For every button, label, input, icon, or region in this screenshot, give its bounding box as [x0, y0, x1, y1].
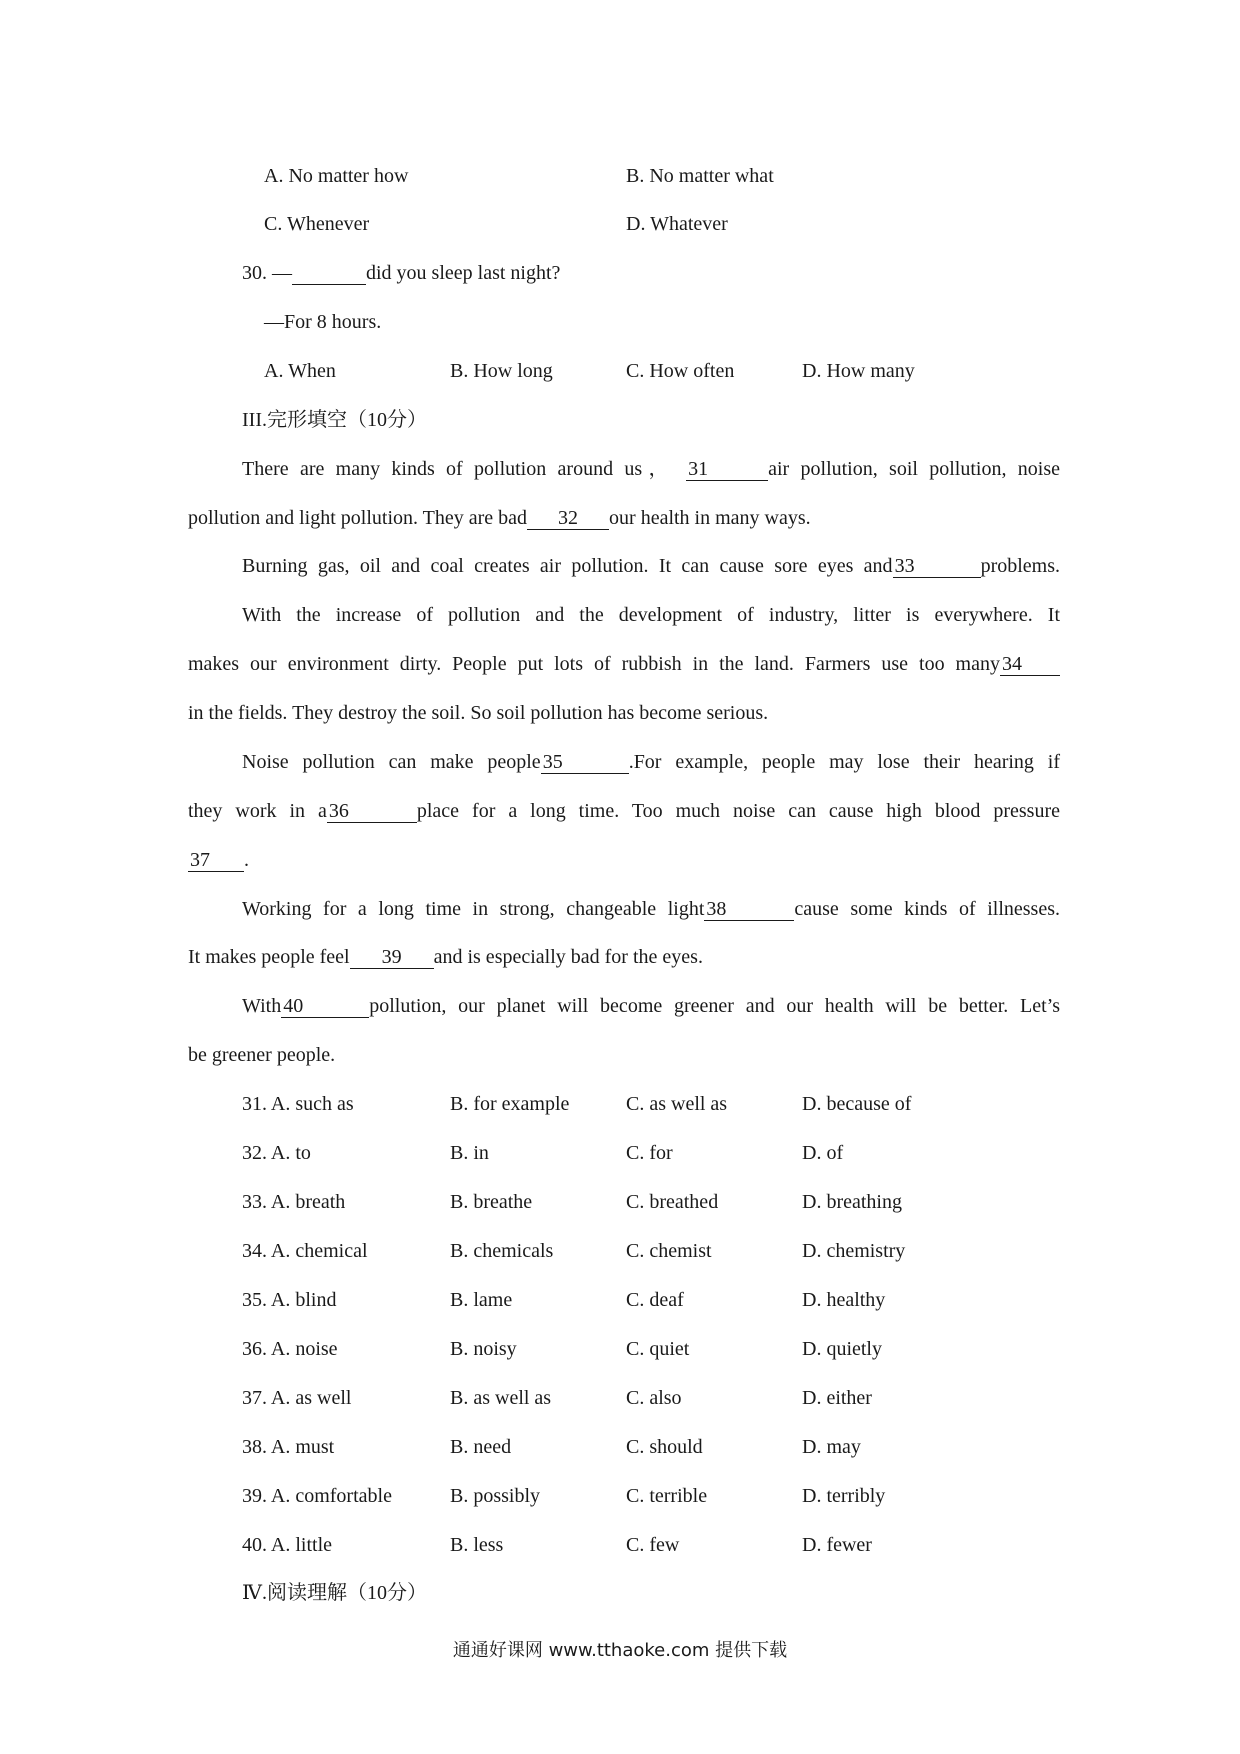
- passage-text: place for a long time. Too much noise can cause high blood pressure: [416, 800, 1060, 822]
- choice-option: B. chemicals: [450, 1240, 554, 1262]
- choice-option: D. breathing: [802, 1191, 902, 1213]
- passage-line: [188, 947, 703, 969]
- passage-text: Burning gas, oil and coal creates air pollution. It can cause sore eyes and: [242, 555, 893, 577]
- choice-option: 36. A. noise: [242, 1338, 338, 1360]
- passage-text: makes our environment dirty. People put lots of rubbish in the land. Farmers use too many: [188, 653, 1000, 675]
- passage-text: problems.: [980, 555, 1060, 577]
- passage-text: There are many kinds of pollution around us，: [242, 458, 675, 480]
- passage-line: [188, 850, 249, 872]
- passage-text: they work in a: [188, 800, 327, 822]
- q30-blank: [292, 263, 366, 285]
- choice-option: C. chemist: [626, 1240, 712, 1262]
- q29-option-d: D. Whatever: [626, 213, 728, 235]
- passage-line: [242, 752, 1060, 774]
- passage-line: [188, 508, 811, 530]
- q30-option-d: D. How many: [802, 360, 915, 382]
- passage-text: With: [242, 995, 282, 1017]
- passage-text: and is especially bad for the eyes.: [433, 946, 703, 968]
- choice-option: B. as well as: [450, 1387, 552, 1409]
- passage-text: .: [244, 849, 249, 871]
- choice-option: B. for example: [450, 1093, 570, 1115]
- blank-37: 37: [188, 850, 244, 872]
- choice-option: C. for: [626, 1142, 673, 1164]
- q30-option-b: B. How long: [450, 360, 553, 382]
- choice-option: 31. A. such as: [242, 1093, 354, 1115]
- passage-text: Noise pollution can make people: [242, 751, 541, 773]
- choice-option: C. should: [626, 1436, 703, 1458]
- choice-option: D. fewer: [802, 1534, 872, 1556]
- blank-39: 39: [350, 947, 434, 969]
- choice-option: D. either: [802, 1387, 872, 1409]
- choice-option: C. breathed: [626, 1191, 719, 1213]
- choice-option: D. healthy: [802, 1289, 886, 1311]
- choice-option: C. as well as: [626, 1093, 728, 1115]
- choice-option: C. quiet: [626, 1338, 690, 1360]
- choice-option: D. because of: [802, 1093, 912, 1115]
- choice-option: 38. A. must: [242, 1436, 335, 1458]
- passage-text: our health in many ways.: [609, 507, 811, 529]
- passage-text: pollution and light pollution. They are bad: [188, 507, 528, 529]
- q30-option-c: C. How often: [626, 360, 735, 382]
- choice-option: 32. A. to: [242, 1142, 311, 1164]
- choice-option: B. possibly: [450, 1485, 541, 1507]
- choice-option: C. deaf: [626, 1289, 684, 1311]
- choice-option: B. in: [450, 1142, 489, 1164]
- choice-option: C. few: [626, 1534, 680, 1556]
- blank-31: 31: [686, 459, 768, 481]
- choice-option: B. breathe: [450, 1191, 533, 1213]
- passage-line: [242, 556, 1060, 578]
- section-4-title: Ⅳ.阅读理解（10分）: [242, 1582, 427, 1604]
- passage-text: It makes people feel: [188, 946, 350, 968]
- blank-34: 34: [1000, 654, 1060, 676]
- blank-32: 32: [527, 508, 609, 530]
- choice-option: C. also: [626, 1387, 682, 1409]
- choice-option: D. of: [802, 1142, 844, 1164]
- q30-option-a: A. When: [264, 360, 336, 382]
- choice-option: 33. A. breath: [242, 1191, 346, 1213]
- q30-answer: —For 8 hours.: [264, 311, 382, 333]
- blank-33: 33: [893, 556, 981, 578]
- q29-option-a: A. No matter how: [264, 165, 409, 187]
- blank-40: 40: [281, 996, 369, 1018]
- passage-line: With the increase of pollution and the development of industry, litter is everywhere. It: [242, 604, 1060, 626]
- passage-line: [188, 801, 1060, 823]
- section-3-title: III.完形填空（10分）: [242, 409, 427, 431]
- passage-text: air pollution, soil pollution, noise: [768, 458, 1060, 480]
- q29-option-c: C. Whenever: [264, 213, 370, 235]
- choice-option: B. lame: [450, 1289, 513, 1311]
- choice-option: D. quietly: [802, 1338, 882, 1360]
- passage-text: Working for a long time in strong, changeable light: [242, 898, 705, 920]
- passage-line: [242, 459, 1060, 481]
- blank-36: 36: [327, 801, 417, 823]
- choice-option: 35. A. blind: [242, 1289, 337, 1311]
- passage-text: cause some kinds of illnesses.: [794, 898, 1061, 920]
- blank-35: 35: [541, 752, 629, 774]
- passage-line: [242, 899, 1060, 921]
- page-footer: 通通好课网 www.tthaoke.com 提供下载: [452, 1640, 788, 1661]
- passage-line: in the fields. They destroy the soil. So soil pollution has become serious.: [188, 702, 769, 724]
- choice-option: 39. A. comfortable: [242, 1485, 392, 1507]
- choice-option: D. may: [802, 1436, 861, 1458]
- choice-option: D. chemistry: [802, 1240, 906, 1262]
- passage-text: pollution, our planet will become greener and our health will be better. Let’s: [369, 995, 1060, 1017]
- q29-option-b: B. No matter what: [626, 165, 774, 187]
- choice-option: 37. A. as well: [242, 1387, 352, 1409]
- passage-line: [188, 654, 1060, 676]
- q30-stem: [242, 263, 560, 285]
- choice-option: 34. A. chemical: [242, 1240, 368, 1262]
- passage-line: [242, 996, 1060, 1018]
- q30-prefix: 30. —: [242, 262, 292, 284]
- blank-38: 38: [704, 899, 794, 921]
- passage-line: be greener people.: [188, 1044, 336, 1066]
- choice-option: B. less: [450, 1534, 504, 1556]
- passage-text: .For example, people may lose their hearing if: [628, 751, 1060, 773]
- choice-option: B. noisy: [450, 1338, 517, 1360]
- q30-suffix: did you sleep last night?: [366, 262, 561, 284]
- choice-option: C. terrible: [626, 1485, 708, 1507]
- choice-option: D. terribly: [802, 1485, 886, 1507]
- choice-option: 40. A. little: [242, 1534, 332, 1556]
- choice-option: B. need: [450, 1436, 512, 1458]
